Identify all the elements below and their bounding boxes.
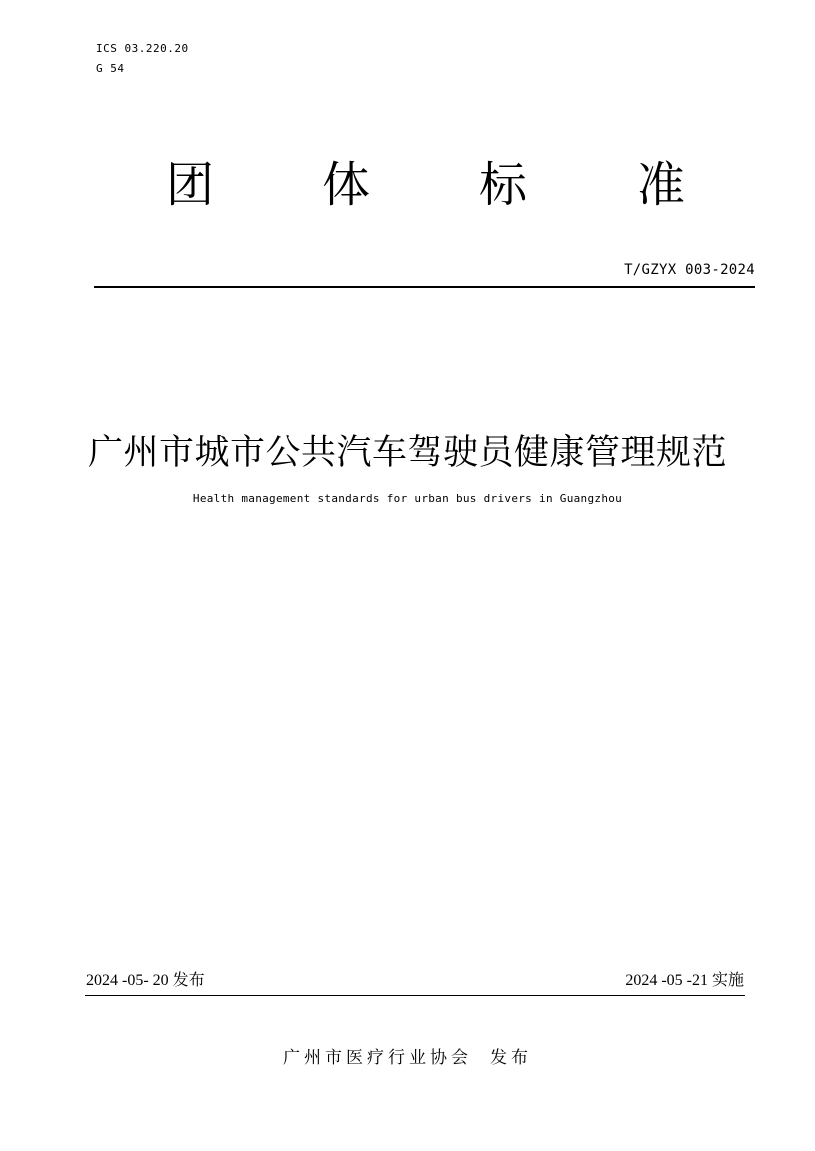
publish-date: 2024 -05- 20 发布 [86,972,205,989]
document-title-english: Health management standards for urban bus drivers in Guangzhou [192,492,623,505]
standard-type-char: 标 [479,157,528,213]
publisher-action: 发布 [490,1048,532,1068]
implementation-date: 2024 -05 -21 实施 [625,972,744,989]
standard-number: T/GZYX 003-2024 [624,262,755,278]
standard-type-char: 团 [166,157,215,213]
standard-type-heading [0,150,815,220]
standard-type-char: 准 [637,157,686,213]
publisher-name: 广州市医疗行业协会 [283,1048,472,1068]
ics-code: ICS 03.220.20 [96,42,189,55]
document-title-chinese: 广州市城市公共汽车驾驶员健康管理规范 [87,433,727,473]
footer-divider [85,995,745,996]
ccs-code: G 54 [96,62,125,75]
publisher-line [0,1046,815,1070]
standard-type-char: 体 [322,157,371,213]
header-divider [94,286,755,288]
